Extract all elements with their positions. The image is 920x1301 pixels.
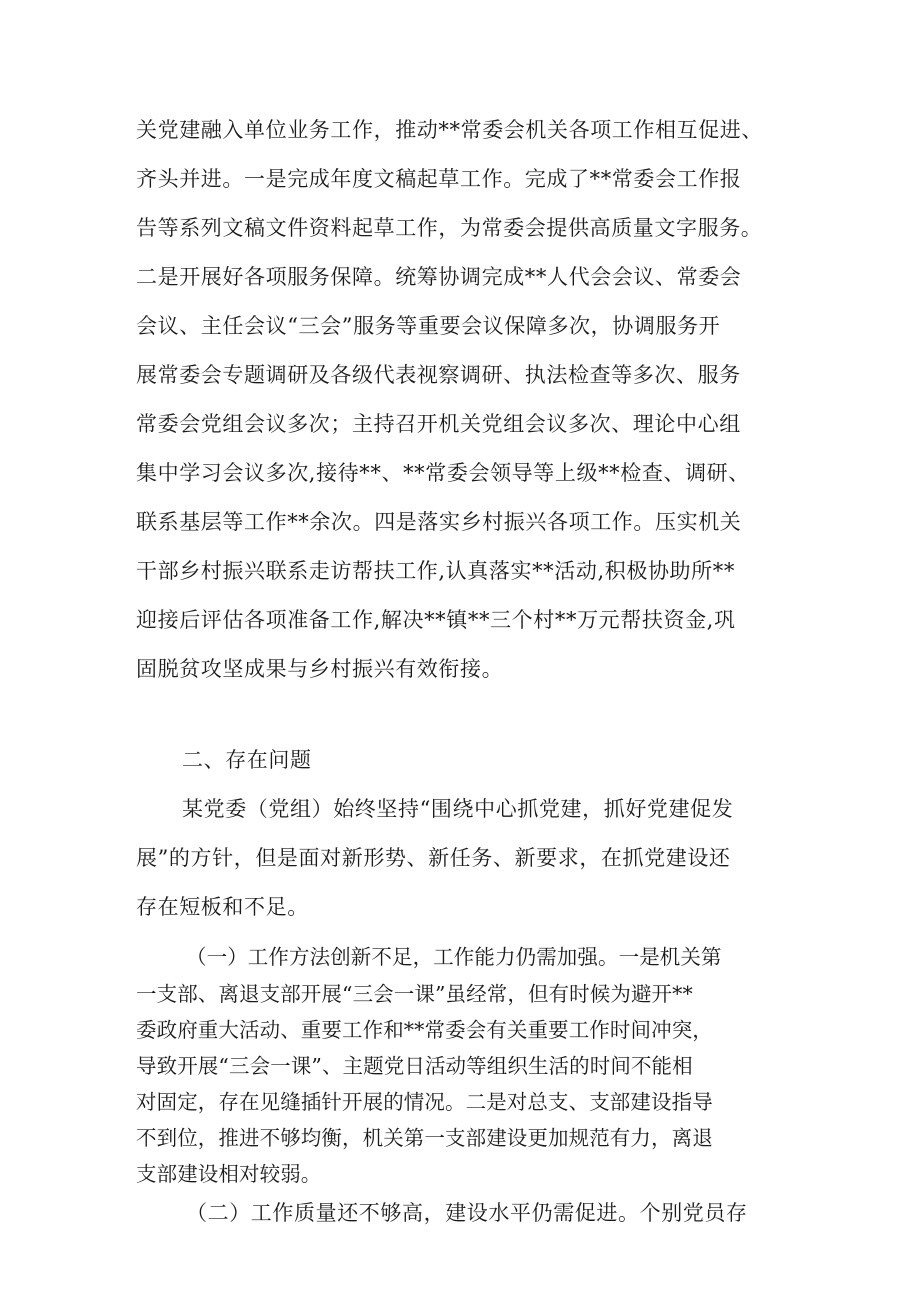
section-heading: 二、存在问题: [182, 748, 312, 772]
text-line: 迎接后评估各项准备工作,解决**镇**三个村**万元帮扶资金,巩: [136, 608, 736, 632]
text-line: 展”的方针，但是面对新形势、新任务、新要求，在抓党建设还: [136, 846, 731, 870]
text-line: 二是开展好各项服务保障。统筹协调完成**人代会会议、常委会: [136, 265, 742, 289]
text-line: 关党建融入单位业务工作，推动**常委会机关各项工作相互促进、: [136, 118, 763, 142]
text-line: 集中学习会议多次,接待**、**常委会领导等上级**检查、调研、: [136, 461, 750, 485]
text-line: 固脱贫攻坚成果与乡村振兴有效衔接。: [136, 657, 504, 681]
text-line: 存在短板和不足。: [136, 895, 309, 919]
text-line: （一）工作方法创新不足，工作能力仍需加强。一是机关第: [186, 945, 722, 969]
text-line: 一支部、离退支部开展“三会一课”虽经常，但有时候为避开**: [136, 982, 693, 1006]
text-line: 齐头并进。一是完成年度文稿起草工作。完成了**常委会工作报: [136, 167, 742, 191]
text-line: 告等系列文稿文件资料起草工作，为常委会提供高质量文字服务。: [136, 216, 763, 240]
text-line: 某党委（党组）始终坚持“围绕中心抓党建，抓好党建促发: [182, 797, 734, 821]
text-line: 对固定，存在见缝插针开展的情况。二是对总支、支部建设指导: [136, 1090, 713, 1114]
text-line: 会议、主任会议“三会”服务等重要会议保障多次，协调服务开: [136, 314, 721, 338]
text-line: 支部建设相对较弱。: [136, 1162, 322, 1186]
text-line: 不到位，推进不够均衡，机关第一支部建设更加规范有力，离退: [136, 1126, 713, 1150]
text-line: 常委会党组会议多次；主持召开机关党组会议多次、理论中心组: [136, 412, 741, 436]
text-line: 联系基层等工作**余次。四是落实乡村振兴各项工作。压实机关: [136, 510, 742, 534]
text-line: 干部乡村振兴联系走访帮扶工作,认真落实**活动,积极协助所**: [136, 559, 735, 583]
text-line: 导致开展“三会一课”、主题党日活动等组织生活的时间不能相: [136, 1054, 693, 1078]
text-line: 委政府重大活动、重要工作和**常委会有关重要工作时间冲突，: [136, 1018, 713, 1042]
text-line: 展常委会专题调研及各级代表视察调研、执法检查等多次、服务: [136, 363, 741, 387]
text-line: （二）工作质量还不够高，建设水平仍需促进。个别党员存: [186, 1201, 748, 1225]
